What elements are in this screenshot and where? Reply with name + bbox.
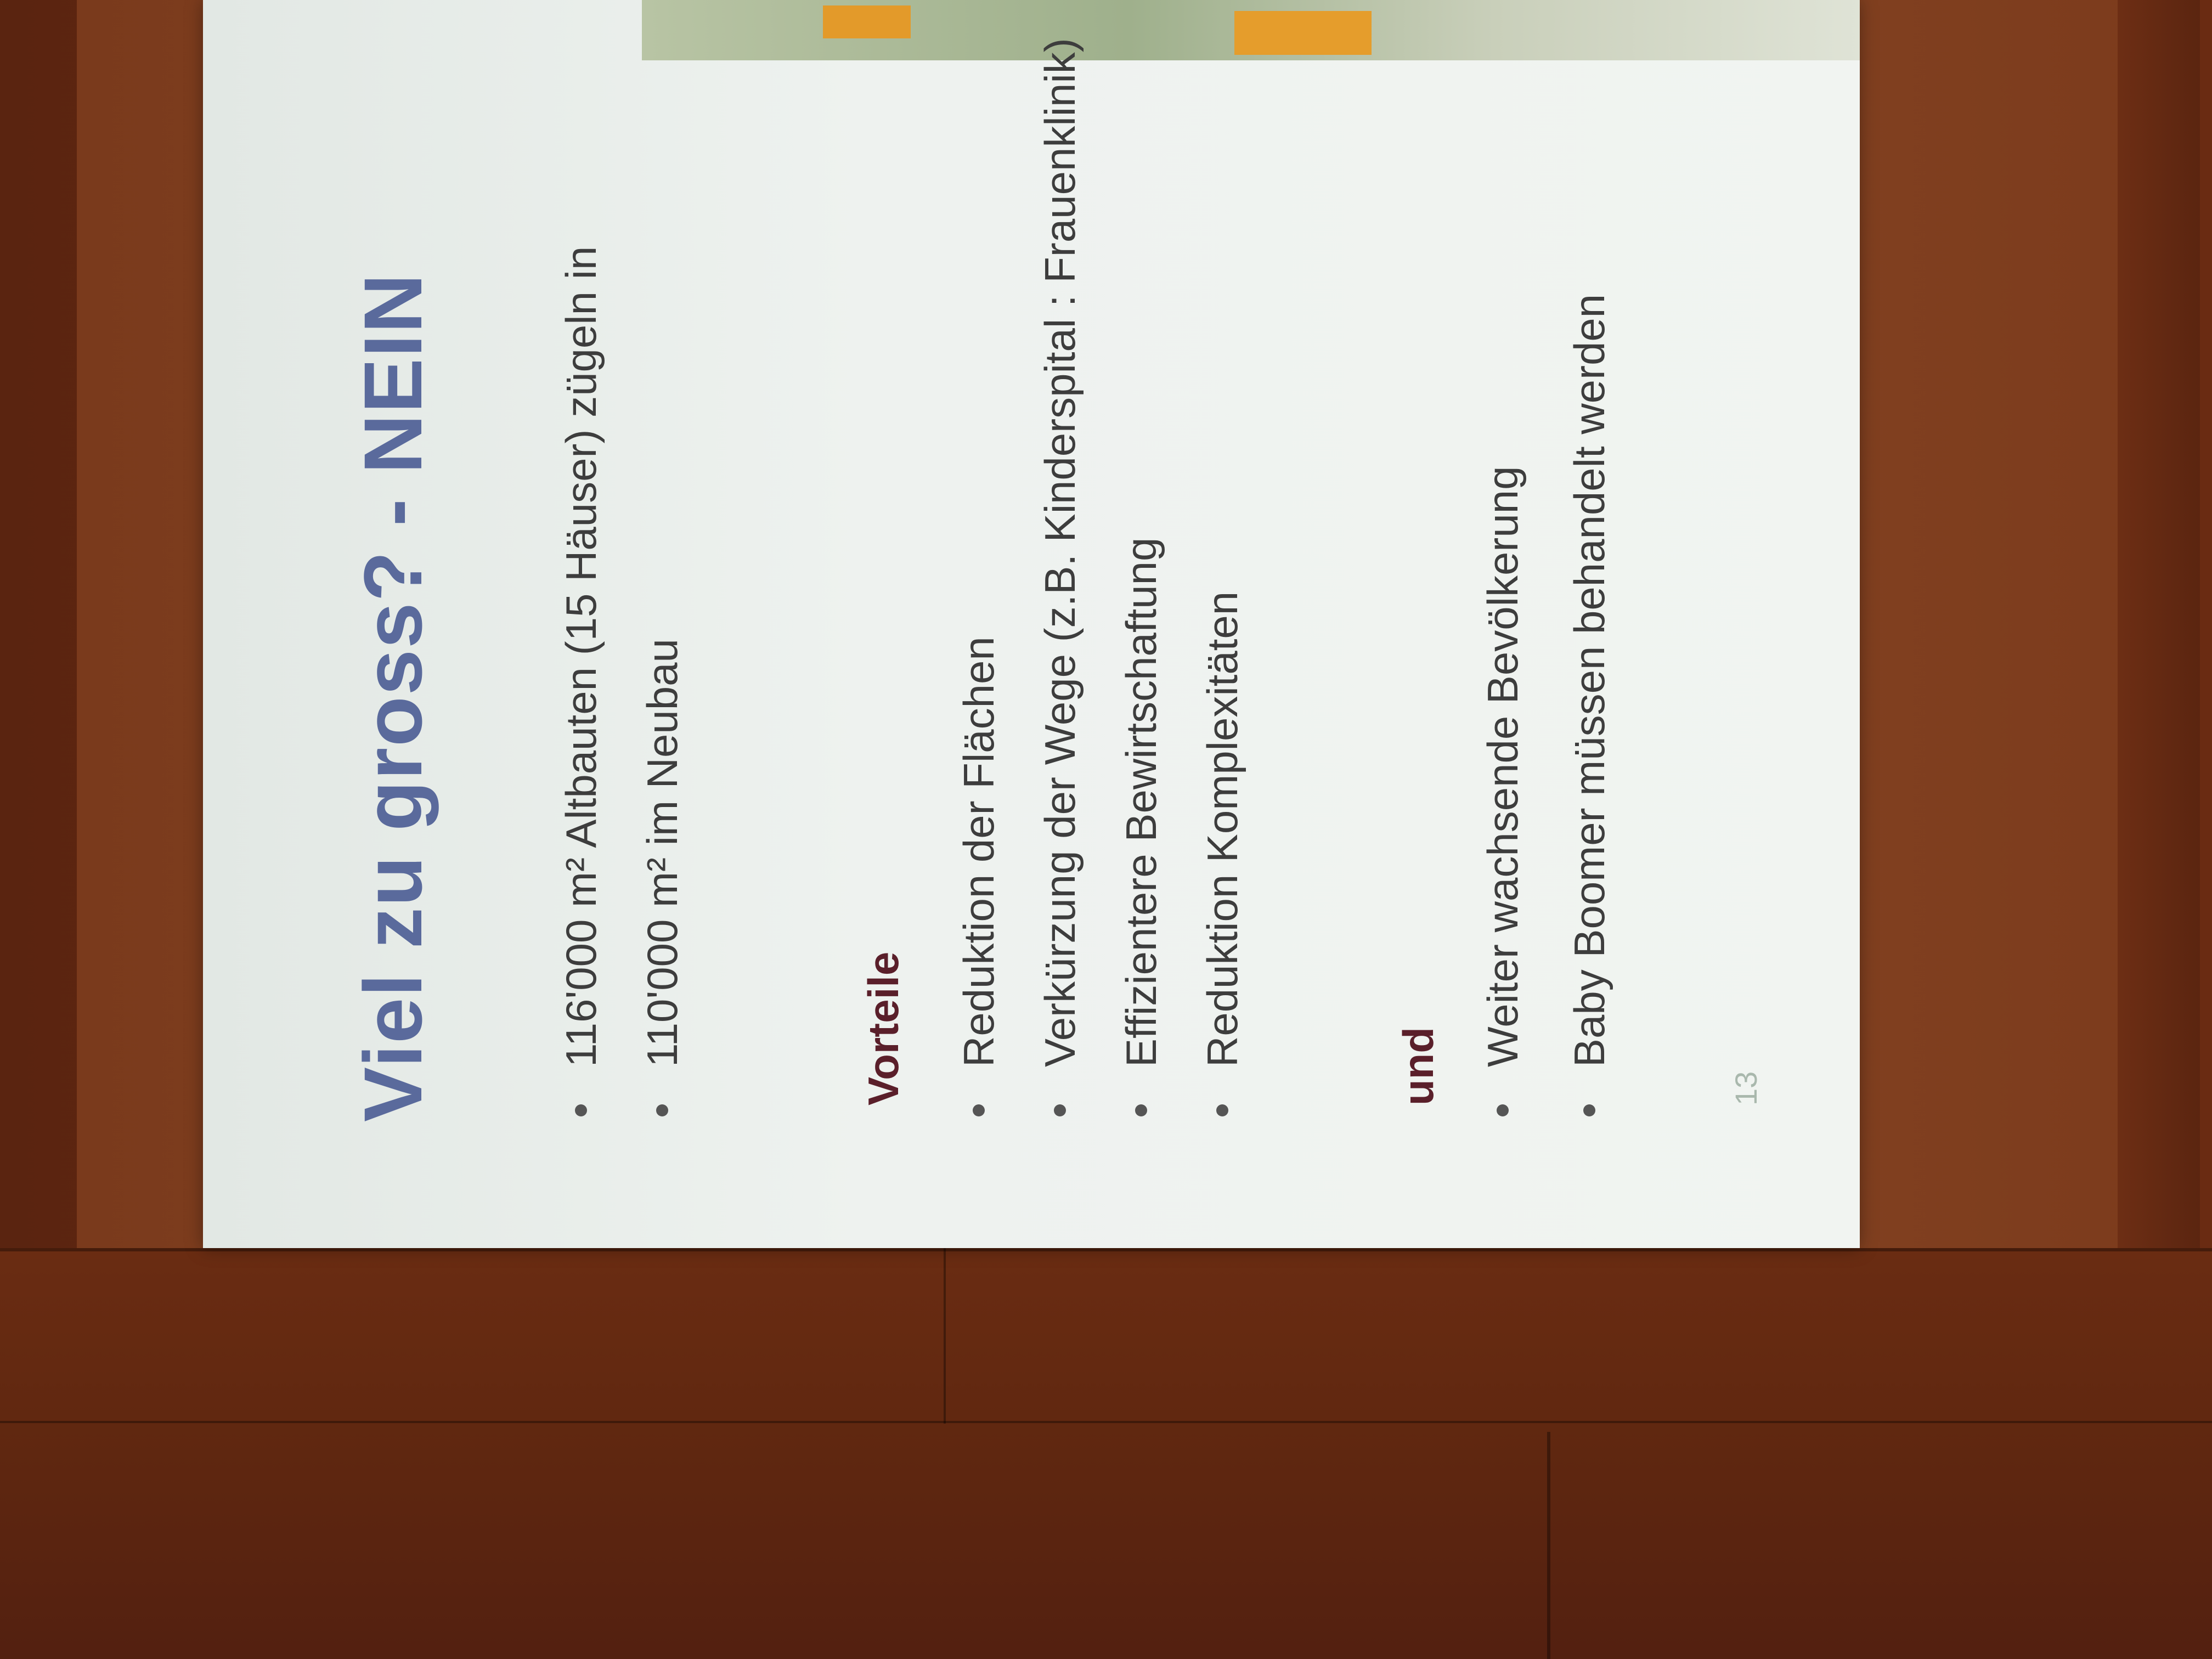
list-item: Weiter wachsende Bevölkerung [1481, 294, 1524, 1116]
slide-title: Viel zu gross? - NEIN [347, 273, 439, 1122]
list-item: Effizientere Bewirtschaftung [1120, 38, 1163, 1116]
bullet-icon [1135, 1104, 1147, 1116]
bullet-icon [973, 1104, 985, 1116]
bullet-icon [656, 1104, 668, 1116]
list-item: 116'000 m² Altbauten (15 Häuser) zügeln in [560, 246, 602, 1116]
panel-seam [0, 1421, 2212, 1423]
bullet-icon [1497, 1104, 1509, 1116]
list-item: Reduktion Komplexitäten [1201, 38, 1244, 1116]
slide-content [203, 0, 1860, 1248]
page-number: 13 [1729, 1071, 1763, 1105]
intro-list [557, 246, 686, 1116]
und-list [1481, 294, 1611, 1116]
bullet-icon [1216, 1104, 1228, 1116]
bullet-icon [575, 1104, 587, 1116]
bullet-icon [1583, 1104, 1595, 1116]
list-item: Reduktion der Flächen [957, 38, 1000, 1116]
list-item: Baby Boomer müssen behandelt werden [1568, 294, 1611, 1116]
bullet-icon [1054, 1104, 1066, 1116]
vorteile-heading: Vorteile [859, 951, 907, 1105]
list-item: 110'000 m² im Neubau [641, 246, 684, 1116]
panel-seam [0, 1248, 2212, 1251]
list-item: Verkürzung der Wege (z.B. Kinderspital : Frauenklinik) [1039, 38, 1081, 1116]
panel-seam [1547, 1432, 1550, 1659]
panel-seam [944, 1248, 946, 1424]
vorteile-list [957, 38, 1244, 1116]
frame-edge [2118, 0, 2200, 1256]
wooden-wall-lower [0, 1248, 2212, 1659]
und-heading: und [1394, 1027, 1442, 1105]
